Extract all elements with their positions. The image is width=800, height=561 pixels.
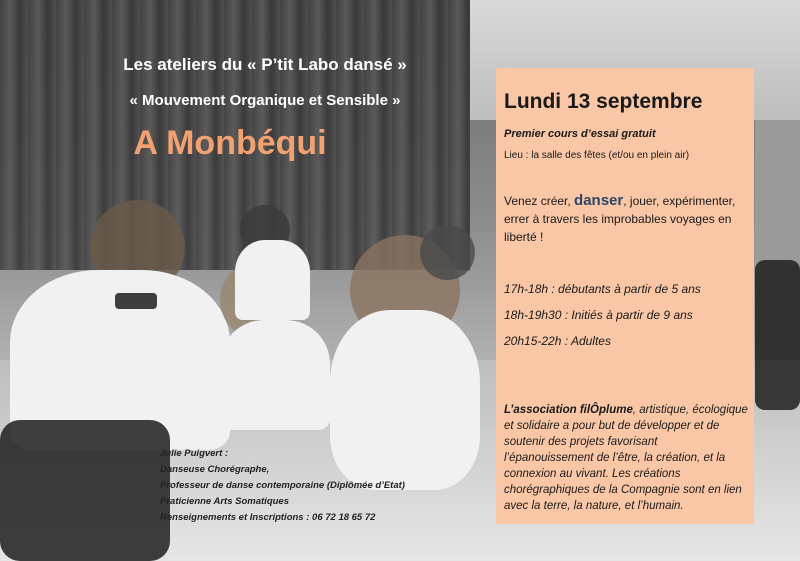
free-trial-text: Premier cours d’essai gratuit xyxy=(504,128,656,140)
boy-trousers xyxy=(0,420,170,561)
woman-right xyxy=(755,260,800,410)
teacher-credits xyxy=(160,446,405,526)
schedule-item: 20h15-22h : Adultes xyxy=(504,334,611,348)
danser-highlight: danser xyxy=(574,192,624,209)
title-line-1: Les ateliers du « P’tit Labo dansé » xyxy=(123,55,407,74)
intro-text xyxy=(504,192,748,246)
schedule-item: 18h-19h30 : Initiés à partir de 9 ans xyxy=(504,308,693,322)
event-date: Lundi 13 septembre xyxy=(504,90,703,113)
dancer-head-2 xyxy=(420,225,475,280)
association-text xyxy=(504,402,750,514)
credit-line: Professeur de danse contemporaine (Diplômée d’Etat) xyxy=(160,480,405,491)
schedule-item: 17h-18h : débutants à partir de 5 ans xyxy=(504,282,701,296)
info-panel xyxy=(496,68,754,524)
credit-line: Julie Puigvert : xyxy=(160,448,229,459)
intro-before: Venez créer, xyxy=(504,194,575,208)
title-line-2: « Mouvement Organique et Sensible » xyxy=(129,92,401,109)
credit-line: Danseuse Chorégraphe, xyxy=(160,464,270,475)
association-description: , artistique, écologique et solidaire a pour but de développer et de soutenir des projets favorisant l’épanouissement de l’être, la création, et la connexion au vivant. Les créations chorégraphiques de la Compagnie sont en lien avec la terre, la nature, et l’humain. xyxy=(504,404,748,512)
bow-tie xyxy=(115,293,157,309)
intro-after: , jouer, expérimenter, errer à travers les improbables voyages en liberté ! xyxy=(504,194,736,244)
association-name: L’association filÔplume xyxy=(504,404,633,416)
child-dress xyxy=(220,320,330,430)
credit-line: Praticienne Arts Somatiques xyxy=(160,496,289,507)
contact-line: Renseignements et Inscriptions : 06 72 18 65 72 xyxy=(160,512,376,523)
location-title: A Monbéqui xyxy=(133,124,327,162)
venue-text: Lieu : la salle des fêtes (et/ou en plein air) xyxy=(504,150,690,161)
dancer-shirt xyxy=(235,240,310,320)
